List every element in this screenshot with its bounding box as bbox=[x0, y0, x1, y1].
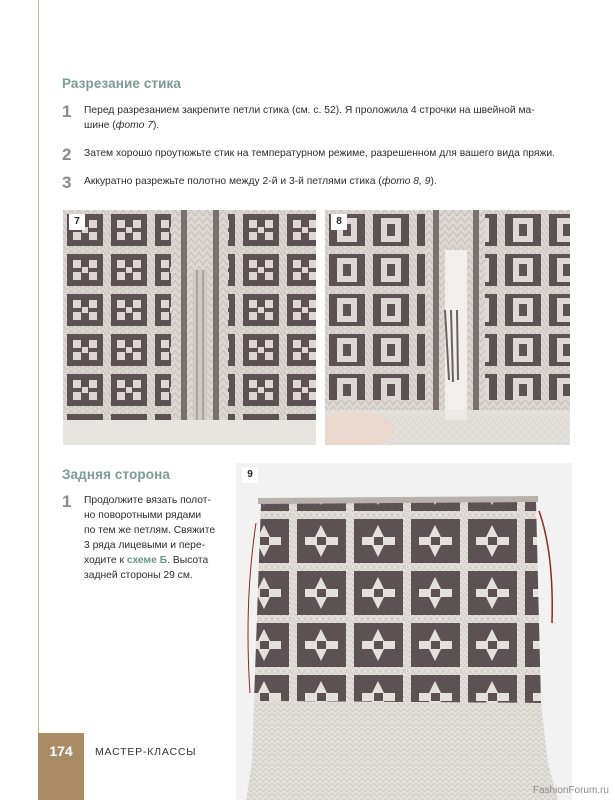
photo-reference: фото 7 bbox=[115, 120, 153, 131]
step-1-back bbox=[62, 493, 237, 583]
knit-fabric-image bbox=[63, 210, 316, 445]
step-3-cut bbox=[62, 174, 582, 191]
section-title-back: Задняя сторона bbox=[62, 467, 170, 482]
step-text: Затем хорошо проутюжьте стик на температурном режиме, разрешенном для вашего вида пряжи. bbox=[84, 148, 555, 159]
photo-8-cut-steek bbox=[325, 210, 570, 445]
section-footer-label: МАСТЕР-КЛАССЫ bbox=[95, 746, 197, 758]
step-text: Продолжите вязать полот- но поворотными рядами по тем же петлям. Свяжите 3 ряда лицевыми и пере- ходите к схеме Б. Высота задней стороны 29 см. bbox=[84, 495, 216, 581]
margin-rule bbox=[38, 0, 39, 760]
step-text: Аккуратно разрежьте полотно между 2-й и 3-й петлями стика (фото 8, 9). bbox=[84, 176, 437, 187]
step-number: 3 bbox=[62, 173, 72, 192]
photo-9-back-panel bbox=[236, 463, 572, 800]
step-number: 1 bbox=[62, 102, 72, 121]
section-title-cutting: Разрезание стика bbox=[62, 76, 181, 91]
step-number: 2 bbox=[62, 145, 72, 164]
photo-7-stitched-steek bbox=[63, 210, 316, 445]
photo-number-label: 7 bbox=[69, 214, 85, 230]
step-2-ironing bbox=[62, 146, 592, 163]
page-number-box bbox=[38, 733, 84, 800]
photo-number-label: 9 bbox=[242, 467, 258, 483]
page-number: 174 bbox=[49, 743, 73, 759]
step-number: 1 bbox=[62, 492, 72, 511]
watermark: FashionForum.ru bbox=[532, 785, 609, 796]
chart-b-reference: схеме Б bbox=[126, 555, 168, 566]
knit-fabric-image bbox=[325, 210, 570, 445]
photo-reference: фото 8, 9 bbox=[381, 176, 431, 187]
step-text: Перед разрезанием закрепите петли стика (см. с. 52). Я проложила 4 строчки на швейной ма- шине (фото 7). bbox=[84, 105, 535, 131]
knit-panel-image bbox=[236, 463, 572, 800]
photo-number-label: 8 bbox=[331, 214, 347, 230]
step-1-cutting bbox=[62, 103, 582, 133]
